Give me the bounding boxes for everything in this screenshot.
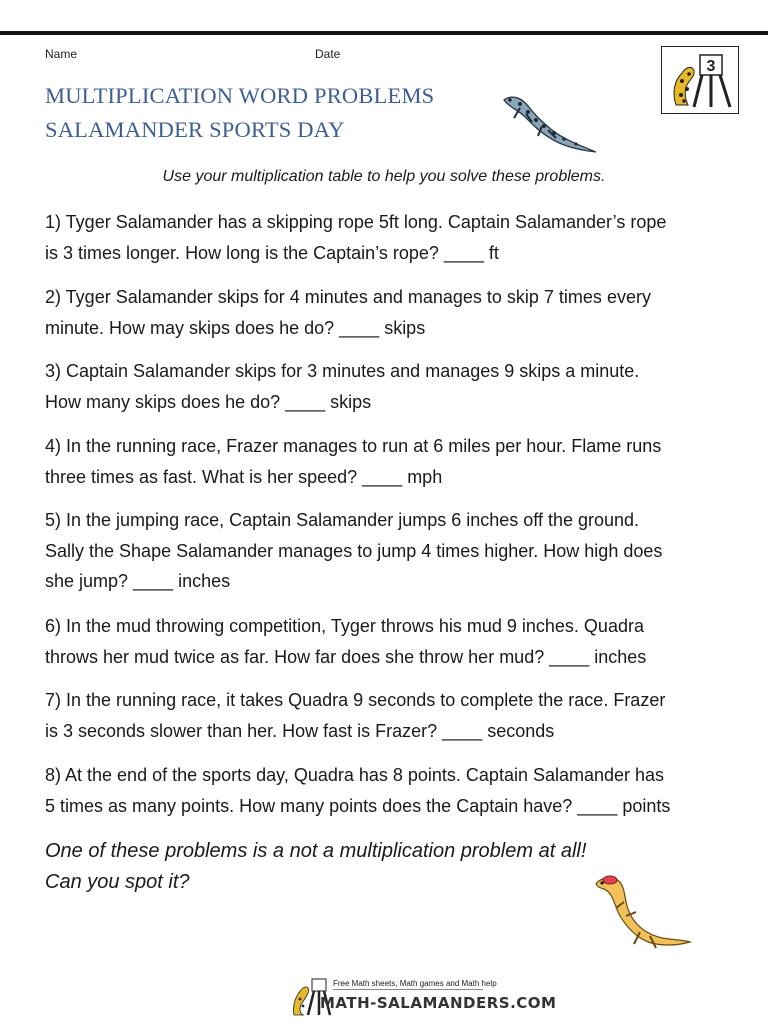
footer-divider xyxy=(333,989,483,990)
problem-1 xyxy=(45,207,745,268)
worksheet-subtitle: SALAMANDER SPORTS DAY xyxy=(45,117,345,142)
salamander-illustration-icon xyxy=(498,92,603,157)
problem-4 xyxy=(45,431,745,492)
problem-text: 7) In the running race, it takes Quadra 9 seconds to complete the race. Frazer xyxy=(45,690,666,710)
problem-text: is 3 seconds slower than her. How fast is Frazer? ____ seconds xyxy=(45,720,555,741)
problem-text: is 3 times longer. How long is the Captain’s rope? ____ ft xyxy=(45,242,499,263)
jumping-salamander-icon xyxy=(590,872,695,952)
challenge-note xyxy=(45,836,665,898)
problem-text: 6) In the mud throwing competition, Tyger throws his mud 9 inches. Quadra xyxy=(45,616,644,636)
problem-text: three times as fast. What is her speed? ____ mph xyxy=(45,466,443,487)
worksheet-title: MULTIPLICATION WORD PROBLEMS xyxy=(45,83,435,108)
problem-text: she jump? ____ inches xyxy=(45,571,231,591)
grade-number: 3 xyxy=(706,58,716,75)
problem-3 xyxy=(45,356,745,417)
grade-badge xyxy=(661,46,739,114)
problem-text: throws her mud twice as far. How far does she throw her mud? ____ inches xyxy=(45,646,647,667)
problem-text: 2) Tyger Salamander skips for 4 minutes and manages to skip 7 times every xyxy=(45,287,651,307)
instructions: Use your multiplication table to help you solve these problems. xyxy=(162,168,606,185)
challenge-line: One of these problems is a not a multiplication problem at all! xyxy=(45,840,587,862)
problem-text: 5 times as many points. How many points does the Captain have? ____ points xyxy=(45,795,671,816)
problem-8 xyxy=(45,760,745,821)
name-label: Name xyxy=(45,47,78,61)
top-rule xyxy=(0,31,768,35)
problem-text: Sally the Shape Salamander manages to jump 4 times higher. How high does xyxy=(45,540,663,561)
problem-text: 3) Captain Salamander skips for 3 minutes and manages 9 skips a minute. xyxy=(45,361,640,381)
problem-2 xyxy=(45,282,745,343)
date-label: Date xyxy=(315,47,341,61)
problem-text: minute. How may skips does he do? ____ skips xyxy=(45,317,426,338)
problem-text: 1) Tyger Salamander has a skipping rope 5ft long. Captain Salamander’s rope xyxy=(45,212,667,232)
footer-tagline: Free Math sheets, Math games and Math help xyxy=(333,979,497,988)
challenge-line: Can you spot it? xyxy=(45,871,190,893)
footer-site-name: MATH-SALAMANDERS.COM xyxy=(320,994,557,1012)
problem-text: 5) In the jumping race, Captain Salamander jumps 6 inches off the ground. xyxy=(45,510,640,530)
problem-5 xyxy=(45,505,745,597)
problem-text: 4) In the running race, Frazer manages to run at 6 miles per hour. Flame runs xyxy=(45,436,662,456)
problem-7 xyxy=(45,685,745,746)
problem-text: 8) At the end of the sports day, Quadra has 8 points. Captain Salamander has xyxy=(45,765,665,785)
problem-text: How many skips does he do? ____ skips xyxy=(45,391,372,412)
grade-logo-icon xyxy=(662,47,738,113)
problem-6 xyxy=(45,611,745,672)
